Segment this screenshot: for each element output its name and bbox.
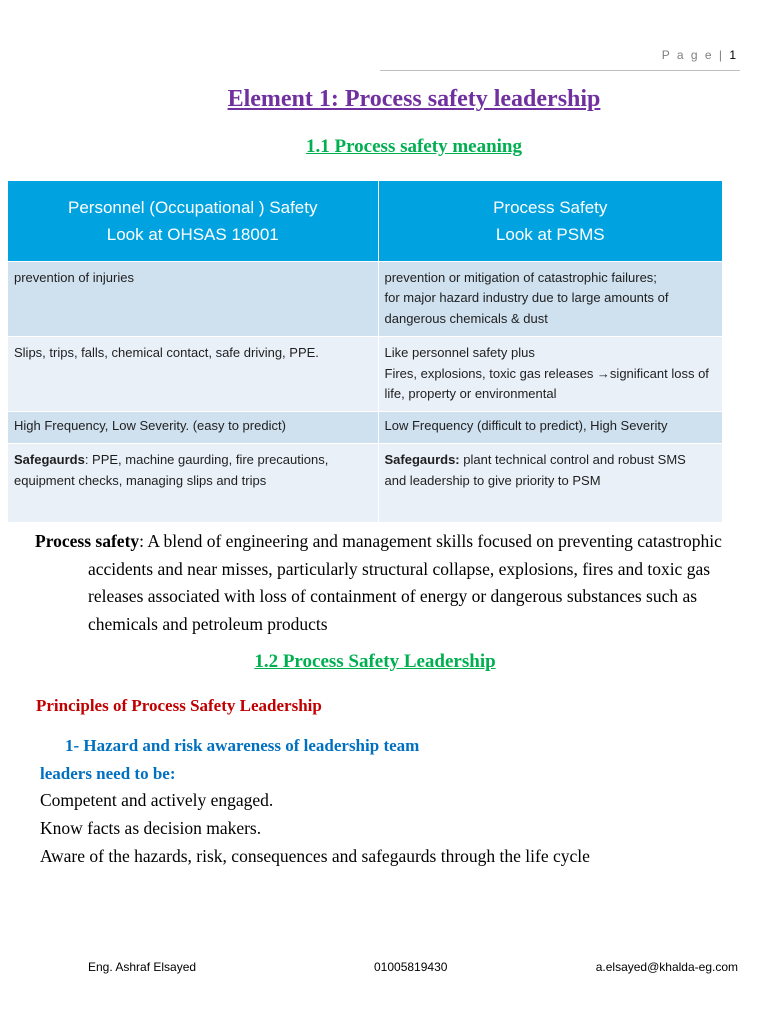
- table-header-row: [8, 181, 722, 261]
- table-cell: Low Frequency (difficult to predict), High Severity: [378, 412, 722, 444]
- table-row: [8, 412, 722, 444]
- header-personnel-safety: [8, 181, 378, 261]
- table-cell: [378, 261, 722, 336]
- table-cell: [8, 444, 378, 522]
- header-cell-line: Process Safety: [493, 197, 608, 217]
- cell-line: life, property or environmental: [384, 386, 557, 402]
- table-row: [8, 336, 722, 411]
- list-item: Competent and actively engaged.: [40, 790, 274, 810]
- list-item: Aware of the hazards, risk, consequences and safegaurds through the life cycle: [40, 846, 590, 866]
- principle-1: 1- Hazard and risk awareness of leadership team: [65, 736, 420, 755]
- safeguards-label: Safegaurds:: [384, 452, 460, 468]
- cell-line: : PPE, machine gaurding, fire precautions,: [84, 452, 329, 468]
- cell-line: prevention or mitigation of catastrophic failures;: [384, 269, 657, 285]
- cell-line: dangerous chemicals & dust: [384, 311, 548, 327]
- table-row: [8, 261, 722, 336]
- table-cell: [378, 336, 722, 411]
- cell-line: Like personnel safety plus: [384, 344, 535, 360]
- cell-line: for major hazard industry due to large amounts of: [384, 290, 669, 306]
- footer-phone: 01005819430: [374, 960, 448, 974]
- header-cell-line: Look at PSMS: [495, 224, 605, 244]
- header-process-safety: [378, 181, 722, 261]
- table-row: [8, 444, 722, 522]
- page-title: Element 1: Process safety leadership: [227, 86, 601, 112]
- table-cell: [378, 444, 722, 522]
- table-cell: prevention of injuries: [8, 261, 378, 336]
- cell-line: and leadership to give priority to PSM: [384, 472, 601, 488]
- comparison-table: [8, 181, 722, 522]
- process-safety-definition: [35, 528, 735, 638]
- footer-author: Eng. Ashraf Elsayed: [88, 960, 197, 974]
- section-heading-1: 1.1 Process safety meaning: [305, 136, 522, 157]
- section-heading-2: 1.2 Process Safety Leadership: [254, 651, 496, 672]
- header-cell-line: Look at OHSAS 18001: [106, 224, 279, 244]
- cell-line: plant technical control and robust SMS: [459, 452, 686, 468]
- table-cell: High Frequency, Low Severity. (easy to predict): [8, 412, 378, 444]
- page-number: [662, 48, 738, 62]
- principles-title: Principles of Process Safety Leadership: [36, 696, 322, 715]
- cell-line: equipment checks, managing slips and trips: [14, 472, 267, 488]
- safeguards-label: Safegaurds: [14, 452, 85, 468]
- table-cell: Slips, trips, falls, chemical contact, safe driving, PPE.: [8, 336, 378, 411]
- definition-text: : A blend of engineering and management skills focused on preventing catastrophic accidents and near misses, particularly structural collapse, explosions, fires and toxic gas releases associated with loss of containment of energy or dangerous substances such as chemicals and petroleum products: [88, 531, 722, 634]
- page-number-value: 1: [729, 48, 738, 62]
- definition-term: Process safety: [35, 531, 140, 551]
- footer-email: a.elsayed@khalda-eg.com: [595, 960, 738, 974]
- leaders-label: leaders need to be:: [40, 764, 176, 783]
- cell-line: Fires, explosions, toxic gas releases →significant loss of: [384, 365, 709, 381]
- header-cell-line: Personnel (Occupational ) Safety: [68, 197, 318, 217]
- page-label: P a g e |: [661, 48, 724, 62]
- list-item: Know facts as decision makers.: [40, 818, 262, 838]
- header-rule: [380, 70, 740, 71]
